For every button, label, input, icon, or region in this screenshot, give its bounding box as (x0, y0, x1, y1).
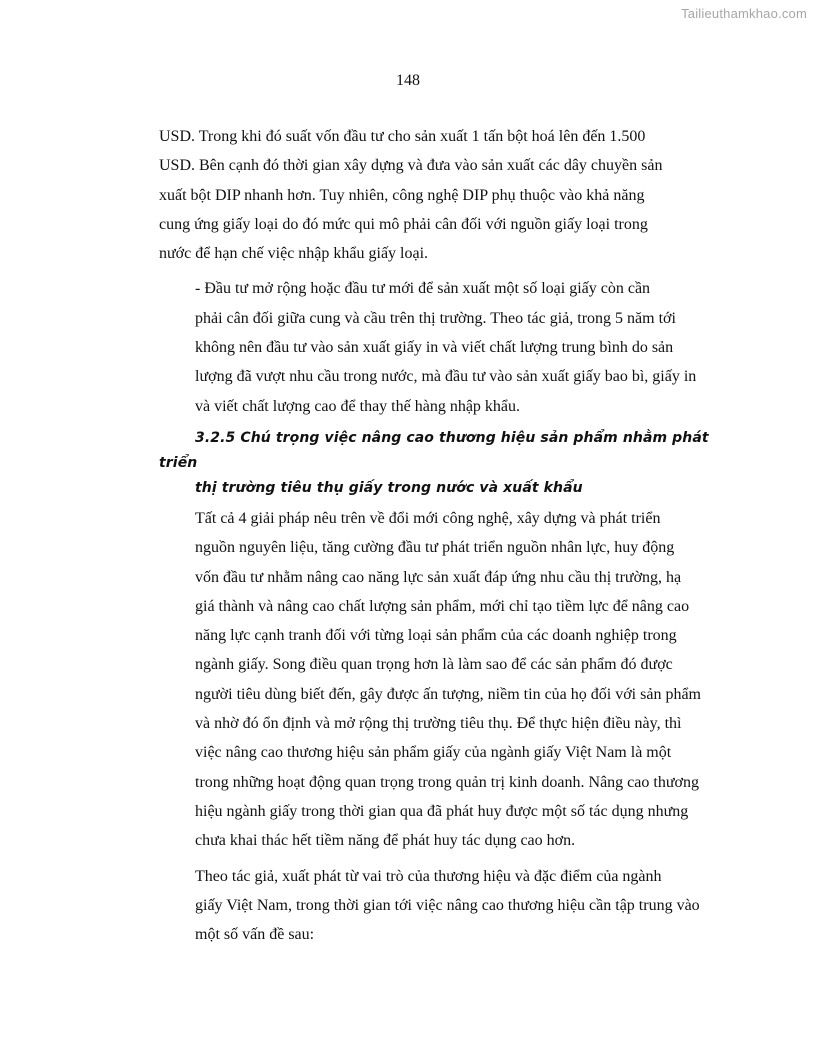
text-line: - Đầu tư mở rộng hoặc đầu tư mới để sản xuất một số loại giấy còn cần (195, 280, 651, 298)
paragraph-focus-issues (159, 862, 711, 950)
text-line: vốn đầu tư nhằm nâng cao năng lực sản xuất đáp ứng nhu cầu thị trường, hạ (195, 568, 682, 586)
watermark: Tailieuthamkhao.com (681, 6, 807, 21)
text-line: hiệu ngành giấy trong thời gian qua đã phát huy được một số tác dụng nhưng (195, 802, 689, 820)
heading-line: thị trường tiêu thụ giấy trong nước và xuất khẩu (195, 479, 583, 496)
text-line: xuất bột DIP nhanh hơn. Tuy nhiên, công nghệ DIP phụ thuộc vào khả năng (159, 186, 645, 204)
text-line: Tất cả 4 giải pháp nêu trên về đổi mới công nghệ, xây dựng và phát triển (195, 509, 661, 527)
text-line: cung ứng giấy loại do đó mức qui mô phải cân đối với nguồn giấy loại trong (159, 215, 648, 233)
document-body (159, 122, 711, 949)
page-number: 148 (396, 72, 420, 89)
text-line: chưa khai thác hết tiềm năng để phát huy tác dụng cao hơn. (195, 832, 576, 850)
text-line: USD. Bên cạnh đó thời gian xây dựng và đưa vào sản xuất các dây chuyền sản (159, 157, 663, 175)
text-line: việc nâng cao thương hiệu sản phẩm giấy của ngành giấy Việt Nam là một (195, 744, 672, 762)
heading-line: 3.2.5 Chú trọng việc nâng cao thương hiệu sản phẩm nhằm phát triển (159, 429, 709, 471)
text-line: ngành giấy. Song điều quan trọng hơn là làm sao để các sản phẩm đó được (195, 656, 673, 674)
text-line: giấy Việt Nam, trong thời gian tới việc nâng cao thương hiệu cần tập trung vào (195, 896, 700, 914)
text-line: giá thành và nâng cao chất lượng sản phẩm, mới chỉ tạo tiềm lực để nâng cao (195, 597, 690, 615)
text-line: lượng đã vượt nhu cầu trong nước, mà đầu tư vào sản xuất giấy bao bì, giấy in (195, 368, 697, 386)
text-line: trong những hoạt động quan trọng trong quản trị kinh doanh. Nâng cao thương (195, 773, 699, 791)
text-line: một số vấn đề sau: (195, 926, 315, 944)
text-line: nguồn nguyên liệu, tăng cường đầu tư phát triển nguồn nhân lực, huy động (195, 539, 675, 557)
text-line: Theo tác giả, xuất phát từ vai trò của thương hiệu và đặc điểm của ngành (195, 867, 662, 885)
text-line: người tiêu dùng biết đến, gây được ấn tượng, niềm tin của họ đối với sản phẩm (195, 685, 701, 703)
text-line: USD. Trong khi đó suất vốn đầu tư cho sản xuất 1 tấn bột hoá lên đến 1.500 (159, 128, 646, 145)
text-line: và nhờ đó ổn định và mở rộng thị trường tiêu thụ. Để thực hiện điều này, thì (195, 715, 682, 733)
text-line: nước để hạn chế việc nhập khẩu giấy loại. (159, 245, 429, 263)
text-line: và viết chất lượng cao để thay thế hàng nhập khẩu. (195, 397, 521, 415)
section-heading-3-2-5 (159, 426, 711, 501)
text-line: không nên đầu tư vào sản xuất giấy in và viết chất lượng trung bình do sản (195, 339, 674, 357)
paragraph-brand-importance (159, 504, 711, 856)
text-line: phải cân đối giữa cung và cầu trên thị trường. Theo tác giả, trong 5 năm tới (195, 309, 676, 327)
text-line: năng lực cạnh tranh đối với từng loại sản phẩm của các doanh nghiệp trong (195, 627, 677, 645)
paragraph-supply-demand (159, 274, 711, 420)
paragraph-investment-dip (159, 122, 711, 268)
